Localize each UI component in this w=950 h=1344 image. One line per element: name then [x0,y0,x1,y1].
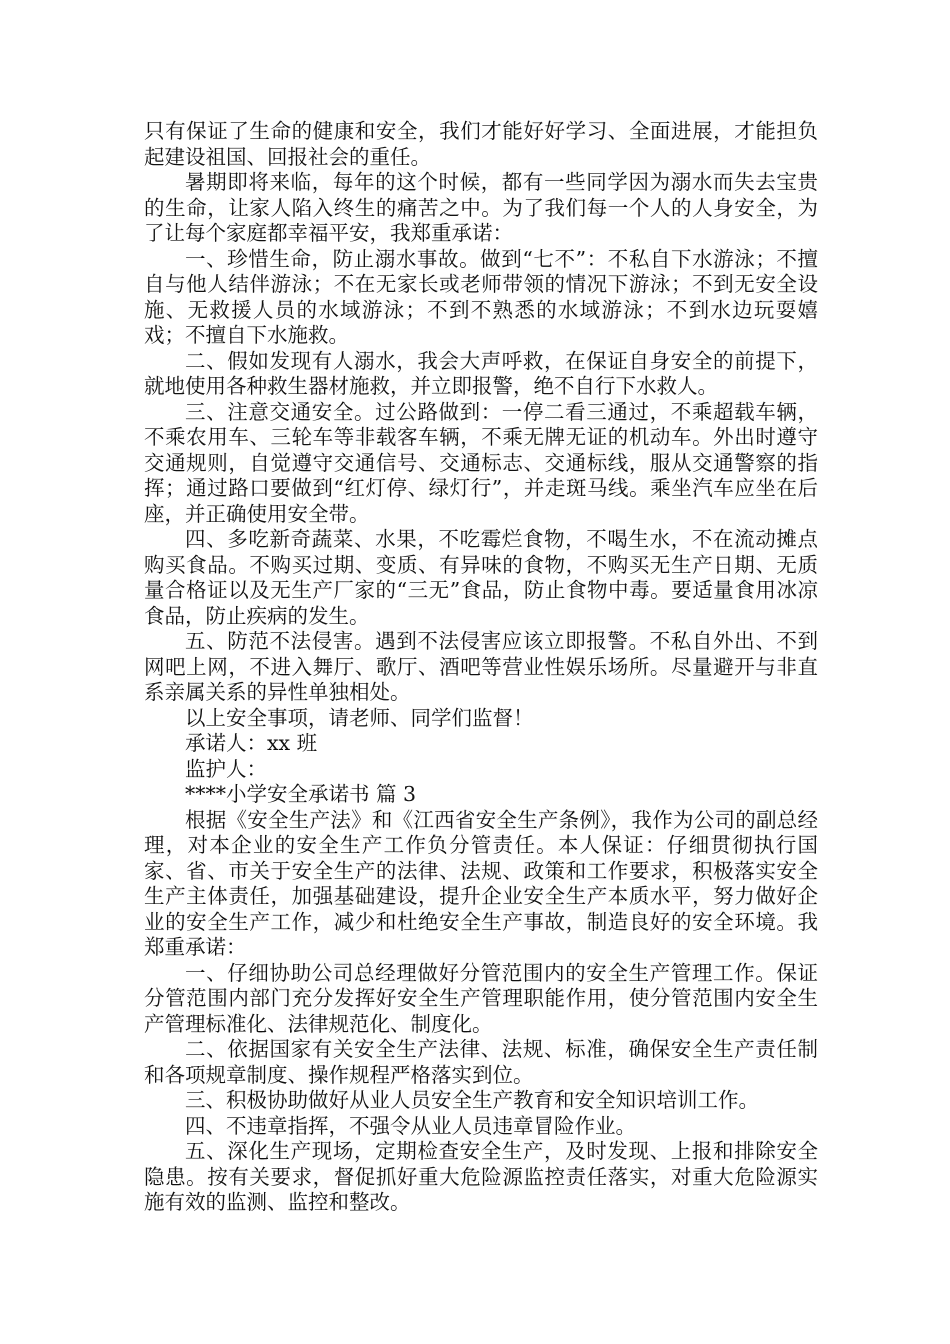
paragraph: 只有保证了生命的健康和安全，我们才能好好学习、全面进展，才能担负起建设祖国、回报社会的重任。 [144,119,818,169]
signatory-line: 承诺人：xx 班 [185,731,318,755]
paragraph: 二、依据国家有关安全生产法律、法规、标准，确保安全生产责任制和各项规章制度、操作规程严格落实到位。 [144,1037,818,1087]
paragraph: 五、深化生产现场，定期检查安全生产，及时发现、上报和排除安全隐患。按有关要求，督促抓好重大危险源监控责任落实，对重大危险源实施有效的监测、监控和整改。 [144,1139,818,1214]
paragraph: 四、多吃新奇蔬菜、水果，不吃霉烂食物，不喝生水，不在流动摊点购买食品。不购买过期、变质、有异味的食物，不购买无生产日期、无质量合格证以及无生产厂家的“三无”食品，防止食物中毒。要适量食用冰凉食品，防止疾病的发生。 [144,527,818,628]
paragraph: 一、珍惜生命，防止溺水事故。做到“七不”：不私自下水游泳；不擅自与他人结伴游泳；不在无家长或老师带领的情况下游泳；不到无安全设施、无救援人员的水域游泳；不到不熟悉的水域游泳；不到水边玩耍嬉戏；不擅自下水施救。 [144,246,818,347]
paragraph: 四、不违章指挥，不强令从业人员违章冒险作业。 [185,1113,636,1138]
section-heading: ****小学安全承诺书 篇 3 [185,782,417,806]
document-body [144,119,818,1216]
closing-line: 以上安全事项，请老师、同学们监督！ [185,705,534,730]
paragraph: 三、积极协助做好从业人员安全生产教育和安全知识培训工作。 [185,1088,759,1112]
paragraph: 二、假如发现有人溺水，我会大声呼救，在保证自身安全的前提下，就地使用各种救生器材施救，并立即报警，绝不自行下水救人。 [144,348,818,398]
paragraph: 根据《安全生产法》和《江西省安全生产条例》，我作为公司的副总经理，对本企业的安全生产工作负分管责任。本人保证：仔细贯彻执行国家、省、市关于安全生产的法律、法规、政策和工作要求，积极落实安全生产主体责任，加强基础建设，提升企业安全生产本质水平，努力做好企业的安全生产工作，减少和杜绝安全生产事故，制造良好的安全环境。我郑重承诺： [144,807,818,959]
paragraph: 一、仔细协助公司总经理做好分管范围内的安全生产管理工作。保证分管范围内部门充分发挥好安全生产管理职能作用，使分管范围内安全生产管理标准化、法律规范化、制度化。 [144,960,818,1036]
paragraph: 三、注意交通安全。过公路做到：一停二看三通过，不乘超载车辆，不乘农用车、三轮车等非载客车辆，不乘无牌无证的机动车。外出时遵守交通规则，自觉遵守交通信号、交通标志、交通标线，服从交通警察的指挥；通过路口要做到“红灯停、绿灯行”，并走斑马线。乘坐汽车应坐在后座，并正确使用安全带。 [144,399,818,526]
guardian-line: 监护人： [185,756,267,781]
paragraph: 五、防范不法侵害。遇到不法侵害应该立即报警。不私自外出、不到网吧上网，不进入舞厅、歌厅、酒吧等营业性娱乐场所。尽量避开与非直系亲属关系的异性单独相处。 [144,629,818,704]
paragraph: 暑期即将来临，每年的这个时候，都有一些同学因为溺水而失去宝贵的生命，让家人陷入终生的痛苦之中。为了我们每一个人的人身安全，为了让每个家庭都幸福平安，我郑重承诺： [144,170,818,245]
